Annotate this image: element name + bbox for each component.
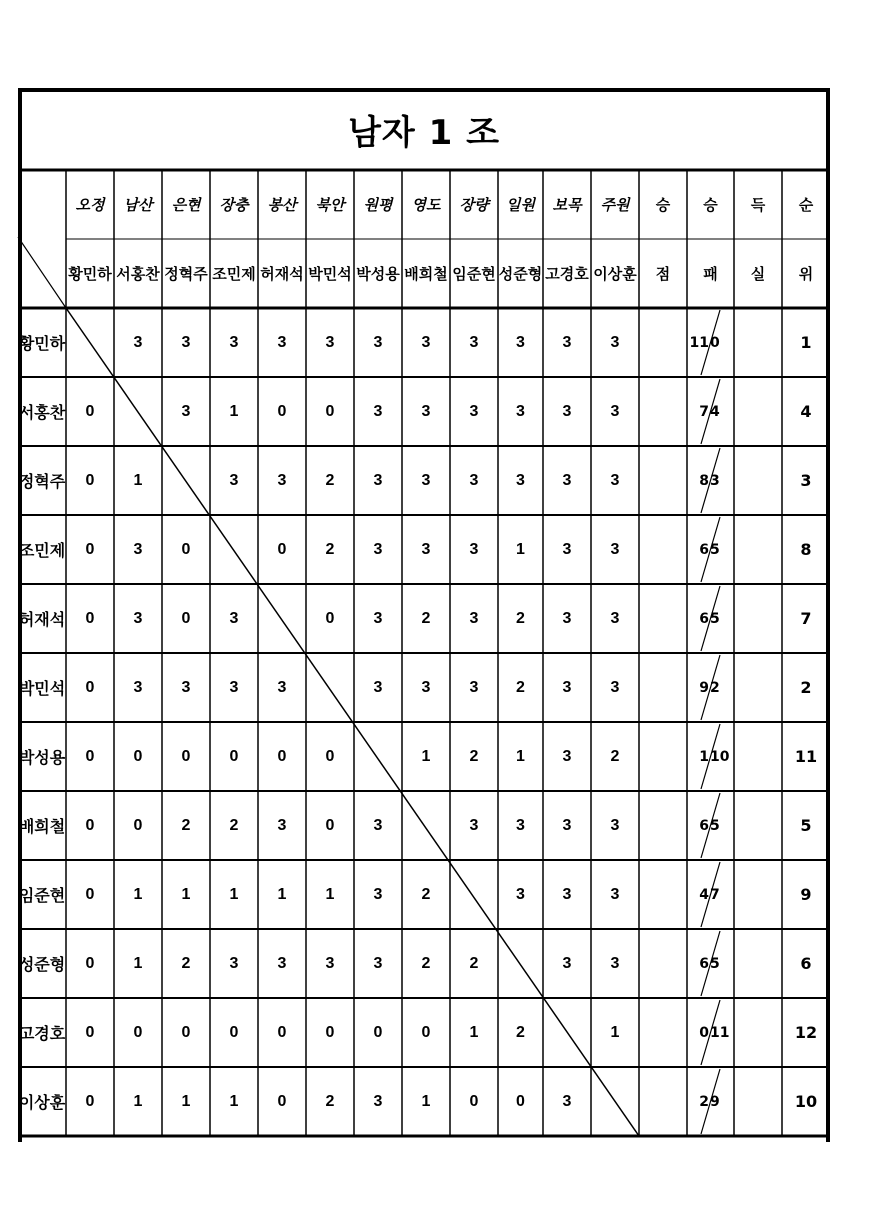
match-score: 3 (516, 402, 525, 420)
rank-value: 11 (794, 747, 818, 766)
match-score: 0 (373, 1023, 383, 1041)
stat-header-top: 승 (655, 196, 671, 214)
match-score: 3 (181, 333, 191, 351)
stat-header-top: 승 (703, 196, 718, 214)
header-player-name: 서홍찬 (116, 265, 160, 283)
header-player-name: 허재석 (260, 265, 304, 283)
win-count: 6 (699, 817, 709, 834)
loss-count: 5 (710, 817, 720, 834)
row-player-name: 서홍찬 (18, 403, 66, 422)
match-score: 3 (229, 678, 239, 696)
header-player-name: 박민석 (308, 265, 352, 283)
match-score: 1 (181, 1092, 191, 1110)
match-score: 1 (277, 885, 287, 903)
stat-header-bottom: 위 (798, 265, 814, 283)
match-score: 2 (421, 609, 431, 627)
match-score: 3 (610, 333, 620, 351)
match-score: 3 (229, 471, 239, 489)
match-score: 1 (133, 954, 143, 972)
row-player-name: 박성용 (18, 748, 66, 767)
loss-count: 5 (710, 955, 720, 972)
match-score: 3 (229, 609, 239, 627)
match-score: 3 (610, 885, 620, 903)
rank-value: 4 (800, 402, 812, 421)
row-player-name: 박민석 (18, 679, 66, 698)
match-score: 3 (181, 402, 191, 420)
win-count: 4 (699, 886, 709, 903)
match-score: 0 (85, 1092, 95, 1110)
match-score: 3 (421, 540, 431, 558)
match-score: 3 (421, 678, 431, 696)
match-score: 0 (181, 540, 191, 558)
match-score: 0 (516, 1092, 525, 1110)
match-score: 3 (133, 540, 143, 558)
header-club-name: 원평 (363, 196, 393, 214)
row-player-name: 고경호 (18, 1024, 66, 1043)
header-club-name: 은현 (171, 196, 201, 214)
match-score: 2 (325, 540, 335, 558)
rank-value: 7 (800, 609, 812, 628)
match-score: 3 (469, 816, 479, 834)
match-score: 3 (562, 333, 572, 351)
win-count: 0 (699, 1024, 709, 1041)
header-club-name: 장량 (459, 196, 489, 214)
match-score: 0 (85, 1023, 95, 1041)
match-score: 2 (516, 678, 525, 696)
match-score: 3 (277, 954, 287, 972)
match-score: 0 (277, 1092, 287, 1110)
match-score: 0 (325, 747, 335, 765)
loss-count: 4 (710, 403, 720, 420)
match-score: 2 (516, 1023, 525, 1041)
match-score: 0 (229, 747, 239, 765)
row-player-name: 성준형 (18, 955, 66, 974)
header-player-name: 임준현 (452, 265, 496, 283)
match-score: 3 (562, 885, 572, 903)
match-score: 3 (610, 402, 620, 420)
match-score: 3 (610, 609, 620, 627)
header-player-name: 고경호 (545, 265, 589, 283)
match-score: 3 (610, 954, 620, 972)
match-score: 0 (85, 609, 95, 627)
match-score: 3 (469, 540, 479, 558)
match-score: 3 (373, 885, 383, 903)
rank-value: 1 (800, 333, 812, 352)
stat-header-bottom: 실 (750, 265, 766, 283)
match-score: 2 (516, 609, 525, 627)
match-score: 0 (85, 540, 95, 558)
stat-header-bottom: 점 (655, 265, 671, 283)
match-score: 3 (277, 333, 287, 351)
match-score: 0 (181, 609, 191, 627)
win-count: 7 (699, 403, 709, 420)
match-score: 1 (181, 885, 191, 903)
win-count: 6 (699, 610, 709, 627)
match-score: 3 (373, 540, 383, 558)
rank-value: 5 (800, 816, 812, 835)
match-score: 3 (421, 471, 431, 489)
match-score: 0 (421, 1023, 431, 1041)
match-score: 1 (229, 1092, 239, 1110)
match-score: 2 (325, 471, 335, 489)
rank-value: 8 (800, 540, 812, 559)
loss-count: 5 (710, 610, 720, 627)
match-score: 3 (469, 609, 479, 627)
loss-count: 9 (710, 1093, 720, 1110)
match-score: 3 (133, 333, 143, 351)
match-score: 0 (85, 747, 95, 765)
loss-count: 11 (710, 1024, 730, 1041)
match-score: 3 (373, 333, 383, 351)
match-score: 3 (562, 471, 572, 489)
header-player-name: 성준형 (498, 265, 543, 283)
win-count: 6 (699, 955, 709, 972)
match-score: 1 (421, 1092, 431, 1110)
row-player-name: 임준현 (18, 886, 66, 905)
match-score: 3 (610, 471, 620, 489)
match-score: 3 (516, 885, 525, 903)
match-score: 3 (562, 540, 572, 558)
match-score: 2 (469, 747, 479, 765)
match-score: 0 (85, 471, 95, 489)
match-score: 3 (469, 333, 479, 351)
match-score: 3 (181, 678, 191, 696)
match-score: 2 (610, 747, 620, 765)
match-score: 3 (516, 333, 525, 351)
match-score: 0 (133, 747, 143, 765)
rank-value: 3 (800, 471, 812, 490)
match-score: 0 (277, 540, 287, 558)
match-score: 1 (229, 885, 239, 903)
match-score: 3 (373, 954, 383, 972)
match-score: 3 (325, 333, 335, 351)
win-count: 6 (699, 541, 709, 558)
match-score: 3 (325, 954, 335, 972)
match-score: 2 (229, 816, 239, 834)
match-score: 3 (229, 333, 239, 351)
match-score: 3 (373, 1092, 383, 1110)
row-player-name: 배희철 (18, 817, 66, 836)
match-score: 3 (562, 816, 572, 834)
stat-header-top: 순 (798, 196, 814, 214)
match-score: 1 (229, 402, 239, 420)
match-score: 2 (469, 954, 479, 972)
match-score: 3 (133, 678, 143, 696)
match-score: 3 (562, 1092, 572, 1110)
match-score: 0 (229, 1023, 239, 1041)
header-club-name: 영도 (411, 196, 441, 214)
loss-count: 5 (710, 541, 720, 558)
match-score: 0 (325, 1023, 335, 1041)
header-player-name: 조민제 (212, 265, 256, 283)
loss-count: 3 (710, 472, 720, 489)
win-count: 11 (689, 334, 709, 351)
match-score: 3 (373, 402, 383, 420)
row-player-name: 정혁주 (18, 472, 66, 491)
match-score: 3 (516, 471, 525, 489)
header-club-name: 봉산 (267, 196, 297, 214)
match-score: 3 (610, 816, 620, 834)
rank-value: 6 (800, 954, 812, 973)
stat-header-top: 득 (750, 196, 766, 214)
match-score: 0 (277, 1023, 287, 1041)
match-score: 0 (325, 402, 335, 420)
header-club-name: 남산 (123, 196, 153, 214)
match-score: 1 (516, 540, 525, 558)
match-score: 3 (373, 816, 383, 834)
match-score: 2 (325, 1092, 335, 1110)
match-score: 0 (181, 1023, 191, 1041)
loss-count: 7 (710, 886, 720, 903)
match-score: 3 (421, 333, 431, 351)
loss-count: 10 (710, 748, 730, 765)
match-score: 3 (277, 678, 287, 696)
rank-value: 10 (794, 1092, 818, 1111)
rank-value: 9 (800, 885, 812, 904)
rank-value: 2 (800, 678, 812, 697)
match-score: 1 (469, 1023, 479, 1041)
match-score: 0 (85, 954, 95, 972)
loss-count: 0 (710, 334, 720, 351)
match-score: 0 (469, 1092, 479, 1110)
match-score: 3 (469, 678, 479, 696)
win-count: 9 (699, 679, 709, 696)
match-score: 3 (421, 402, 431, 420)
header-corner-diagonal (18, 237, 66, 308)
standings-sheet (18, 88, 830, 1142)
match-score: 0 (325, 816, 335, 834)
header-player-name: 이상훈 (593, 265, 637, 283)
match-score: 0 (133, 816, 143, 834)
row-player-name: 조민제 (18, 541, 66, 560)
row-player-name: 허재석 (18, 610, 66, 629)
match-score: 1 (610, 1023, 620, 1041)
match-score: 3 (133, 609, 143, 627)
header-player-name: 배희철 (404, 265, 448, 283)
row-player-name: 황민하 (18, 334, 66, 353)
page-title: 남자 1 조 (348, 112, 500, 153)
match-score: 0 (85, 678, 95, 696)
match-score: 0 (133, 1023, 143, 1041)
match-score: 0 (181, 747, 191, 765)
match-score: 3 (562, 609, 572, 627)
header-player-name: 정혁주 (164, 265, 208, 283)
header-club-name: 일원 (506, 196, 535, 214)
header-player-name: 박성용 (356, 265, 400, 283)
win-count: 2 (699, 1093, 709, 1110)
header-player-name: 황민하 (68, 265, 112, 283)
match-score: 1 (133, 1092, 143, 1110)
match-score: 3 (610, 540, 620, 558)
header-club-name: 장충 (219, 196, 249, 214)
header-club-name: 주원 (600, 196, 630, 214)
row-player-name: 이상훈 (18, 1093, 66, 1112)
loss-count: 2 (710, 679, 720, 696)
match-score: 0 (277, 747, 287, 765)
header-club-name: 오정 (75, 196, 105, 214)
stat-header-bottom: 패 (703, 265, 718, 283)
match-score: 2 (181, 954, 191, 972)
win-count: 8 (699, 472, 709, 489)
match-score: 1 (133, 885, 143, 903)
match-score: 3 (516, 816, 525, 834)
win-count: 1 (699, 748, 709, 765)
match-score: 1 (325, 885, 335, 903)
match-score: 3 (373, 678, 383, 696)
match-score: 2 (181, 816, 191, 834)
match-score: 3 (277, 816, 287, 834)
rank-value: 12 (794, 1023, 818, 1042)
match-score: 3 (562, 402, 572, 420)
header-club-name: 보목 (552, 196, 582, 214)
match-score: 0 (85, 816, 95, 834)
match-score: 2 (421, 954, 431, 972)
header-club-name: 북안 (315, 196, 345, 214)
match-score: 0 (85, 402, 95, 420)
match-score: 1 (516, 747, 525, 765)
match-score: 0 (85, 885, 95, 903)
match-score: 3 (277, 471, 287, 489)
match-score: 0 (277, 402, 287, 420)
match-score: 3 (373, 471, 383, 489)
match-score: 3 (610, 678, 620, 696)
match-score: 3 (562, 678, 572, 696)
match-score: 3 (373, 609, 383, 627)
match-score: 2 (421, 885, 431, 903)
match-score: 0 (325, 609, 335, 627)
match-score: 3 (562, 747, 572, 765)
match-score: 1 (421, 747, 431, 765)
match-score: 3 (229, 954, 239, 972)
match-score: 1 (133, 471, 143, 489)
match-score: 3 (469, 402, 479, 420)
match-score: 3 (562, 954, 572, 972)
match-score: 3 (469, 471, 479, 489)
